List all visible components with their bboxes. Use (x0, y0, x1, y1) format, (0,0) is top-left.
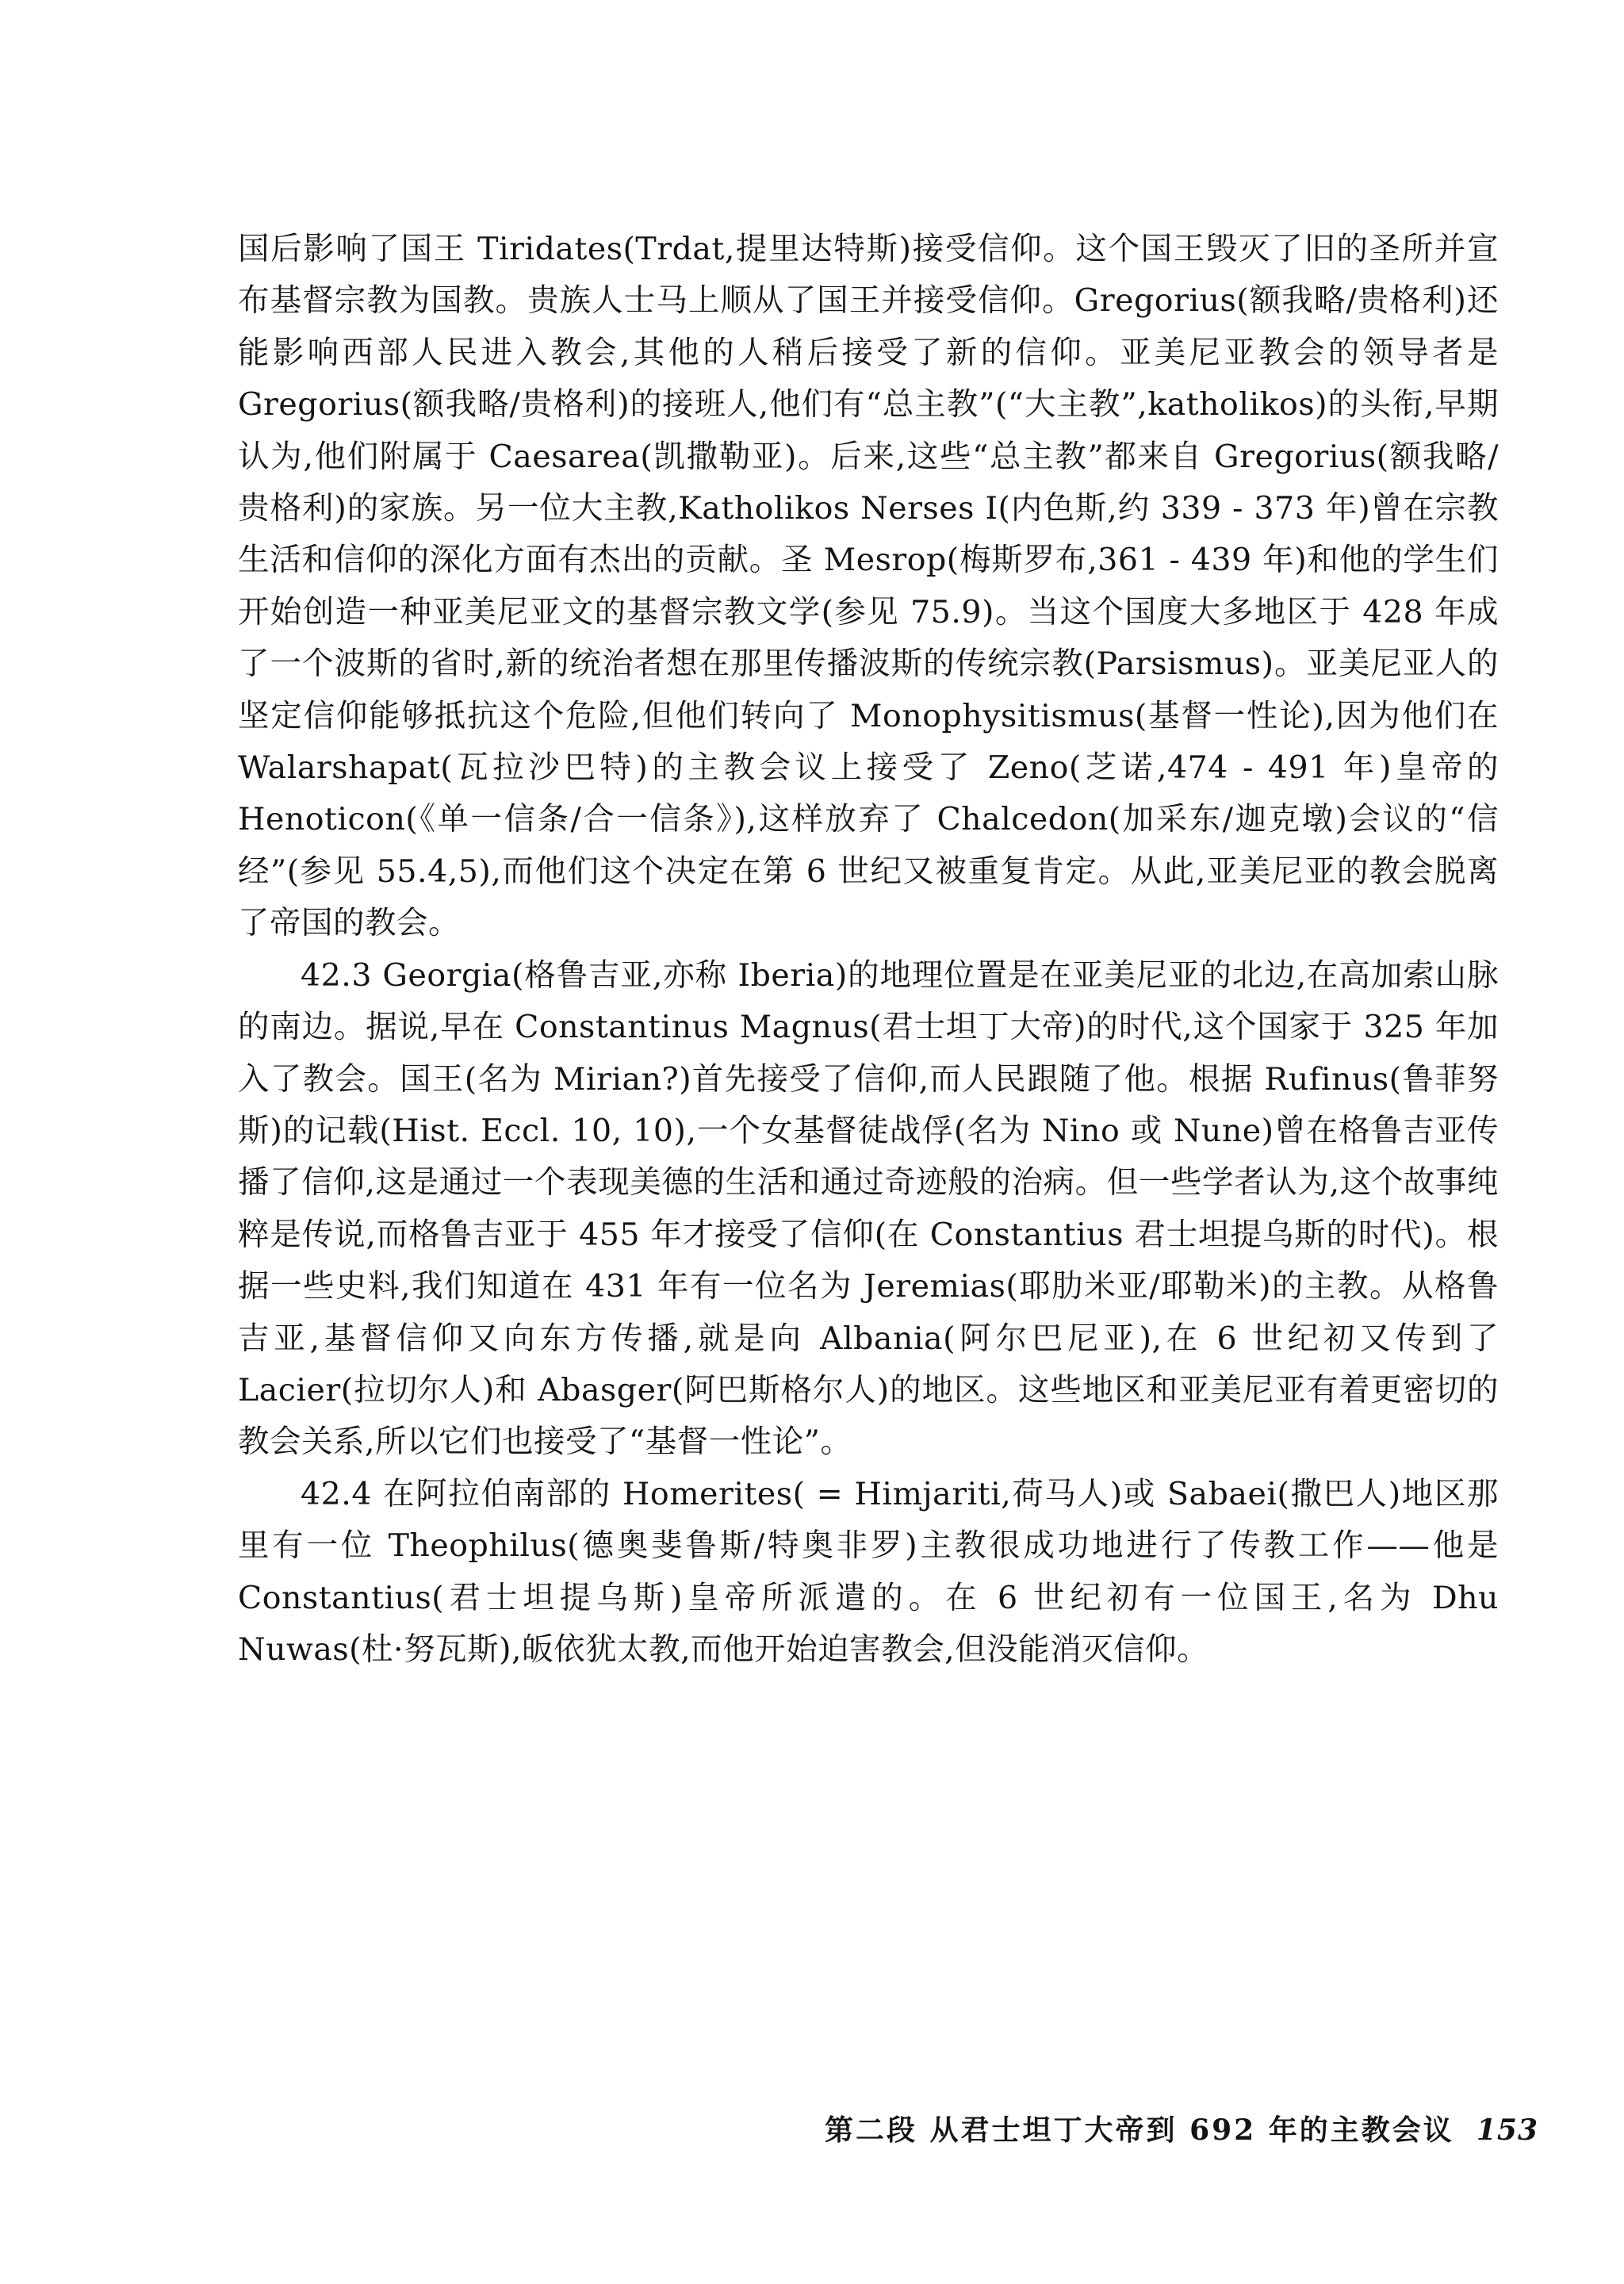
page-number: 153 (1476, 2113, 1538, 2147)
paragraph-armenia-continued: 国后影响了国王 Tiridates(Trdat,提里达特斯)接受信仰。这个国王毁灭了旧的圣所并宣布基督宗教为国教。贵族人士马上顺从了国王并接受信仰。Gregorius(额我略/贵格利)还能影响西部人民进入教会,其他的人稍后接受了新的信仰。亚美尼亚教会的领导者是 Gregorius(额我略/贵格利)的接班人,他们有“总主教”(“大主教”,katholikos)的头衔,早期认为,他们附属于 Caesarea(凯撒勒亚)。后来,这些“总主教”都来自 Gregorius(额我略/贵格利)的家族。另一位大主教,Katholikos Nerses I(内色斯,约 339 - 373 年)曾在宗教生活和信仰的深化方面有杰出的贡献。圣 Mesrop(梅斯罗布,361 - 439 年)和他的学生们开始创造一种亚美尼亚文的基督宗教文学(参见 75.9)。当这个国度大多地区于 428 年成了一个波斯的省时,新的统治者想在那里传播波斯的传统宗教(Parsismus)。亚美尼亚人的坚定信仰能够抵抗这个危险,但他们转向了 Monophysitismus(基督一性论),因为他们在 Walarshapat(瓦拉沙巴特)的主教会议上接受了 Zeno(芝诺,474 - 491 年)皇帝的 Henoticon(《单一信条/合一信条》),这样放弃了 Chalcedon(加采东/迦克墩)会议的“信经”(参见 55.4,5),而他们这个决定在第 6 世纪又被重复肯定。从此,亚美尼亚的教会脱离了帝国的教会。 (238, 231, 1499, 942)
paragraph-42-4-arabia: 42.4 在阿拉伯南部的 Homerites( = Himjariti,荷马人)或 Sabaei(撒巴人)地区那里有一位 Theophilus(德奥斐鲁斯/特奥非罗)主教很成功地进行了传教工作——他是 Constantius(君士坦提乌斯)皇帝所派遣的。在 6 世纪初有一位国王,名为 Dhu Nuwas(杜·努瓦斯),皈依犹太教,而他开始迫害教会,但没能消灭信仰。 (238, 1475, 1499, 1668)
paragraph-42-3-georgia: 42.3 Georgia(格鲁吉亚,亦称 Iberia)的地理位置是在亚美尼亚的北边,在高加索山脉的南边。据说,早在 Constantinus Magnus(君士坦丁大帝)的时代,这个国家于 325 年加入了教会。国王(名为 Mirian?)首先接受了信仰,而人民跟随了他。根据 Rufinus(鲁菲努斯)的记载(Hist. Eccl. 10, 10),一个女基督徒战俘(名为 Nino 或 Nune)曾在格鲁吉亚传播了信仰,这是通过一个表现美德的生活和通过奇迹般的治病。但一些学者认为,这个故事纯粹是传说,而格鲁吉亚于 455 年才接受了信仰(在 Constantius 君士坦提乌斯的时代)。根据一些史料,我们知道在 431 年有一位名为 Jeremias(耶肋米亚/耶勒米)的主教。从格鲁吉亚,基督信仰又向东方传播,就是向 Albania(阿尔巴尼亚),在 6 世纪初又传到了 Lacier(拉切尔人)和 Abasger(阿巴斯格尔人)的地区。这些地区和亚美尼亚有着更密切的教会关系,所以它们也接受了“基督一性论”。 (238, 956, 1499, 1461)
page-footer (825, 2108, 1538, 2152)
body-text (238, 224, 1499, 1676)
running-title: 第二段 从君士坦丁大帝到 692 年的主教会议 (825, 2113, 1454, 2147)
